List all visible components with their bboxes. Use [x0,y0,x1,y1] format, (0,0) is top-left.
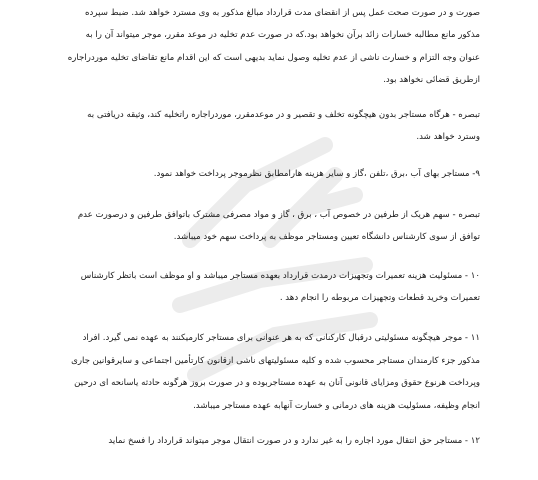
text-line: توافق از سوی کارشناس دانشگاه تعیین ومستاجر موظف به پرداخت سهم خود میباشد. [173,232,480,243]
text-line: ۱۰ - مسئولیت هزینه تعمیرات وتجهیزات درمدت قرارداد بعهده مستاجر میباشد و او موظف است باتظر کارشناس [80,270,480,281]
text-line: ۱۲ - مستاجر حق انتقال مورد اجاره را به غیر ندارد و در صورت انتقال موجر میتواند قرارداد را فسخ نماید [108,436,480,447]
paragraph-note-utility-shares [40,204,480,249]
paragraph-clause-9-utilities [40,163,480,185]
text-line: ازطریق قضائی نخواهد بود. [383,75,480,86]
text-line: وپرداخت هرنوع حقوق ومزایای قانونی آنان به عهده مستاجربوده و در صورت بروز هرگونه حادثه یاسانحه ای درحین [74,378,480,389]
text-line: ۹- مستاجر بهای آب ،برق ،تلفن ،گاز و سایر هزینه هارامطابق نظرموجر پرداخت خواهد نمود. [153,169,480,180]
text-line: ۱۱ - موجر هیچگونه مسئولیتی درقبال کارکنانی که به هر عنوانی برای مستاجر کارمیکنند به عهده نمی گیرد. افراد [82,333,480,344]
text-line: انجام وظیفه، مسئولیت هزینه های درمانی و خسارت آنهابه عهده مستاجر میباشد. [193,400,480,411]
paragraph-clause-11-staff [40,327,480,417]
paragraph-penalty-clause [40,0,480,92]
text-line: تبصره - هرگاه مستاجر بدون هیچگونه تخلف و تقصیر و در موعدمقرر، موردراجاره راتخلیه کند، وثیقه دریافتی به [87,109,480,120]
paragraph-note-deposit-return [40,104,480,149]
text-line: تبصره - سهم هریک از طرفین در خصوص آب ، برق ، گاز و مواد مصرفی مشترک باتوافق طرفین و درصورت عدم [77,209,480,220]
text-line: مذکور جزء کارمندان مستاجر محسوب شده و کلیه مسئولیتهای ناشی ازقانون کارتأمین اجتماعی و سایرقوانین جاری [71,355,480,366]
text-line: عنوان وجه التزام و خسارت ناشی از عدم تخلیه وصول نماید بدیهی است که این اقدام مانع تقاضای تخلیه موردراجاره [67,52,480,63]
text-line: تعمیرات وخرید قطعات وتجهیزات مربوطه را انجام دهد . [279,293,480,304]
paragraph-clause-12-transfer [40,430,480,452]
text-line: صورت و در صورت صحت عمل پس از انقضای مدت قرارداد مبالغ مذکور به وی مسترد خواهد شد. ضبط سپرده [85,8,480,18]
text-line: مذکور مانع مطالبه خسارات زائد برآن نخواهد بود.که در صورت عدم تخلیه در موعد مقرر، موجر میتواند آن را به [85,30,480,41]
paragraph-clause-10-repairs [40,265,480,310]
text-line: وسترد خواهد شد. [416,132,480,143]
